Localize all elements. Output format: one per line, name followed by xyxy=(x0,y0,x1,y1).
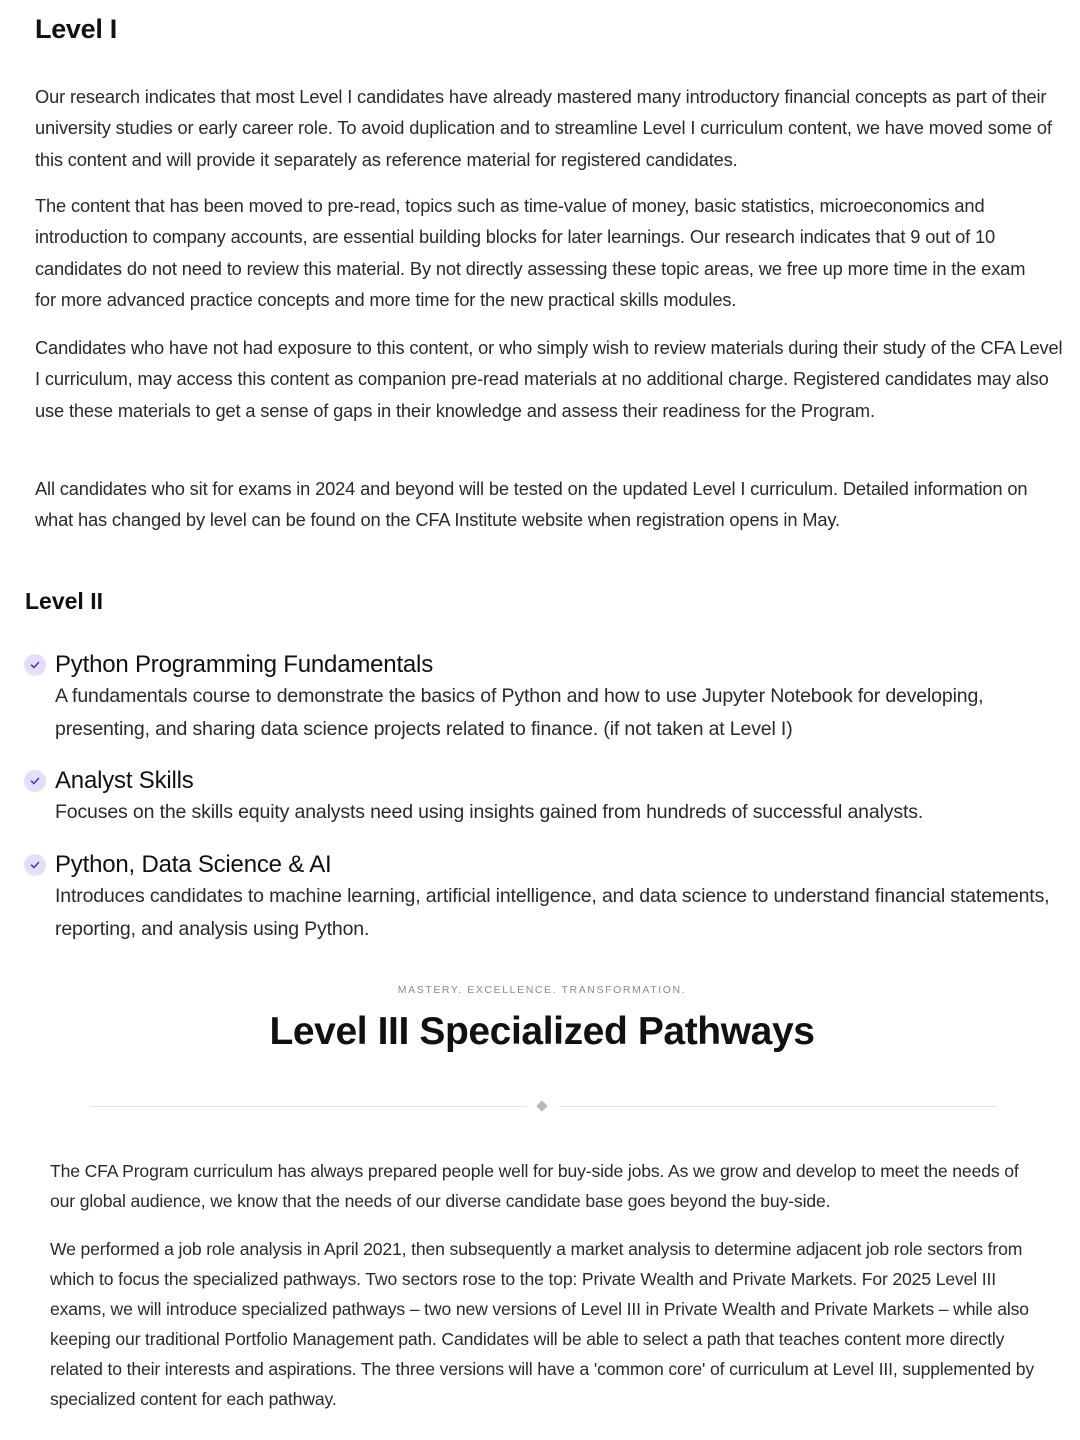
feature-description: A fundamentals course to demonstrate the basics of Python and how to use Jupyter Notebook for developing, presenting, and sharing data science projects related to finance. (if not taken at Level I) xyxy=(55,685,984,740)
level-1-paragraph: Candidates who have not had exposure to this content, or who simply wish to review materials during their study of the CFA Level I curriculum, may access this content as companion pre-read materials at no additional charge. Registered candidates may also use these materials to get a sense of gaps in their knowledge and assess their readiness for the Program. xyxy=(35,337,1063,421)
level-1-paragraph: Our research indicates that most Level I candidates have already mastered many introductory financial concepts as part of their university studies or early career role. To avoid duplication and to streamline Level I curriculum content, we have moved some of this content and will provide it separately as reference material for registered candidates. xyxy=(35,86,1052,170)
feature-title: Python Programming Fundamentals xyxy=(55,651,433,678)
tagline: MASTERY. EXCELLENCE. TRANSFORMATION. xyxy=(397,984,687,996)
check-circle-icon xyxy=(24,654,46,676)
level-3-paragraph: We performed a job role analysis in April 2021, then subsequently a market analysis to determine adjacent job role sectors from which to focus the specialized pathways. Two sectors rose to the top: Private Wealth and Private Markets. For 2025 Level III exams, we will introduce specialized pathways – two new versions of Level III in Private Wealth and Private Markets – while also keeping our traditional Portfolio Management path. Candidates will be able to select a path that teaches content more directly related to their interests and aspirations. The three versions will have a 'common core' of curriculum at Level III, supplemented by specialized content for each pathway. xyxy=(50,1239,1035,1409)
feature-description: Focuses on the skills equity analysts need using insights gained from hundreds of successful analysts. xyxy=(55,801,924,823)
level-3-paragraph: The CFA Program curriculum has always prepared people well for buy-side jobs. As we grow and develop to meet the needs of our global audience, we know that the needs of our diverse candidate base goes beyond the buy-side. xyxy=(50,1161,1019,1211)
feature-description: Introduces candidates to machine learning, artificial intelligence, and data science to understand financial statements, reporting, and analysis using Python. xyxy=(55,885,1050,940)
feature-title: Python, Data Science & AI xyxy=(55,851,332,878)
feature-title: Analyst Skills xyxy=(55,767,194,794)
section-divider xyxy=(90,1106,996,1107)
level-1-heading: Level I xyxy=(35,14,117,44)
level-1-paragraph: The content that has been moved to pre-read, topics such as time-value of money, basic statistics, microeconomics and introduction to company accounts, are essential building blocks for later learnings. Our research indicates that 9 out of 10 candidates do not need to review this material. By not directly assessing these topic areas, we free up more time in the exam for more advanced practice concepts and more time for the new practical skills modules. xyxy=(35,195,1026,310)
feature-python-data-science-ai xyxy=(24,850,1064,946)
diamond-ornament-icon xyxy=(536,1100,547,1111)
check-circle-icon xyxy=(24,770,46,792)
feature-python-fundamentals xyxy=(24,650,1064,746)
feature-analyst-skills xyxy=(24,766,1064,829)
check-circle-icon xyxy=(24,854,46,876)
level-3-heading: Level III Specialized Pathways xyxy=(269,1010,815,1053)
level-1-paragraph: All candidates who sit for exams in 2024 and beyond will be tested on the updated Level I curriculum. Detailed information on what has changed by level can be found on the CFA Institute website when registration opens in May. xyxy=(35,478,1028,531)
level-2-heading: Level II xyxy=(25,588,103,614)
